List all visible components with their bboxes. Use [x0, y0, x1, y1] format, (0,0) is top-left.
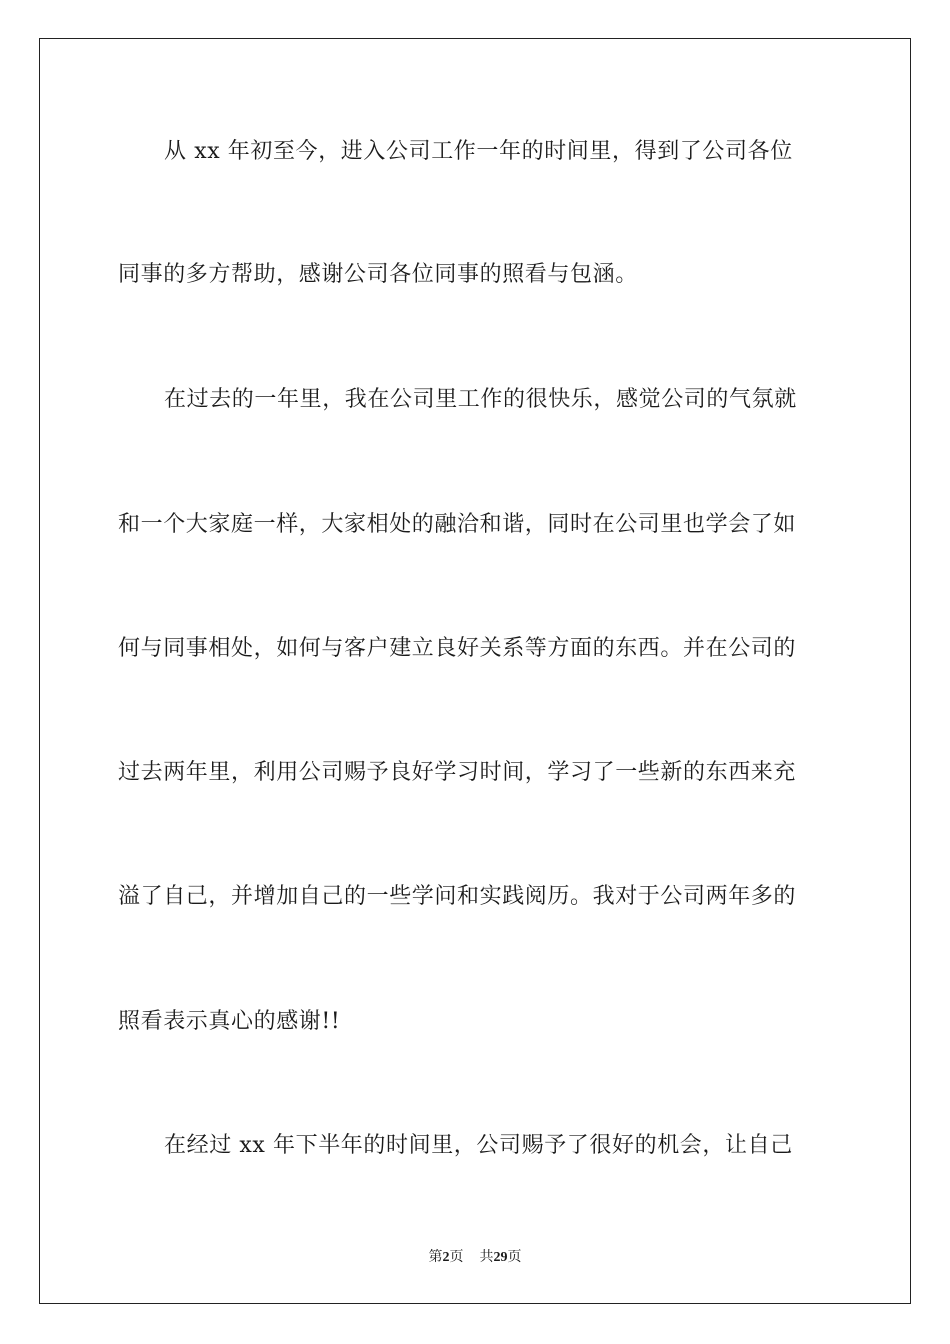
paragraph-3-line-1: 在经过 xx 年下半年的时间里，公司赐予了很好的机会，让自己	[164, 1133, 793, 1158]
paragraph-2-line-6: 照看表示真心的感谢!!	[118, 1009, 341, 1034]
footer-page-suffix: 页	[449, 1249, 464, 1265]
paragraph-2-line-3: 何与同事相处，如何与客户建立良好关系等方面的东西。并在公司的	[118, 636, 797, 661]
paragraph-2-line-4: 过去两年里，利用公司赐予良好学习时间，学习了一些新的东西来充	[118, 760, 797, 785]
footer-page-prefix: 第	[428, 1249, 443, 1265]
paragraph-1-line-1: 从 xx 年初至今，进入公司工作一年的时间里，得到了公司各位	[164, 139, 793, 164]
footer-page-number: 2	[442, 1250, 450, 1265]
footer-total-suffix: 页	[507, 1249, 522, 1265]
paragraph-2-line-5: 溢了自己，并增加自己的一些学问和实践阅历。我对于公司两年多的	[118, 884, 797, 909]
footer-total-pages: 29	[493, 1250, 508, 1265]
paragraph-2-line-2: 和一个大家庭一样，大家相处的融洽和谐，同时在公司里也学会了如	[118, 512, 797, 537]
paragraph-1-line-2: 同事的多方帮助，感谢公司各位同事的照看与包涵。	[118, 262, 638, 287]
footer-total-prefix: 共	[479, 1249, 494, 1265]
page-footer	[0, 1248, 950, 1267]
page-border	[39, 38, 911, 1304]
paragraph-2-line-1: 在过去的一年里，我在公司里工作的很快乐，感觉公司的气氛就	[164, 387, 797, 412]
